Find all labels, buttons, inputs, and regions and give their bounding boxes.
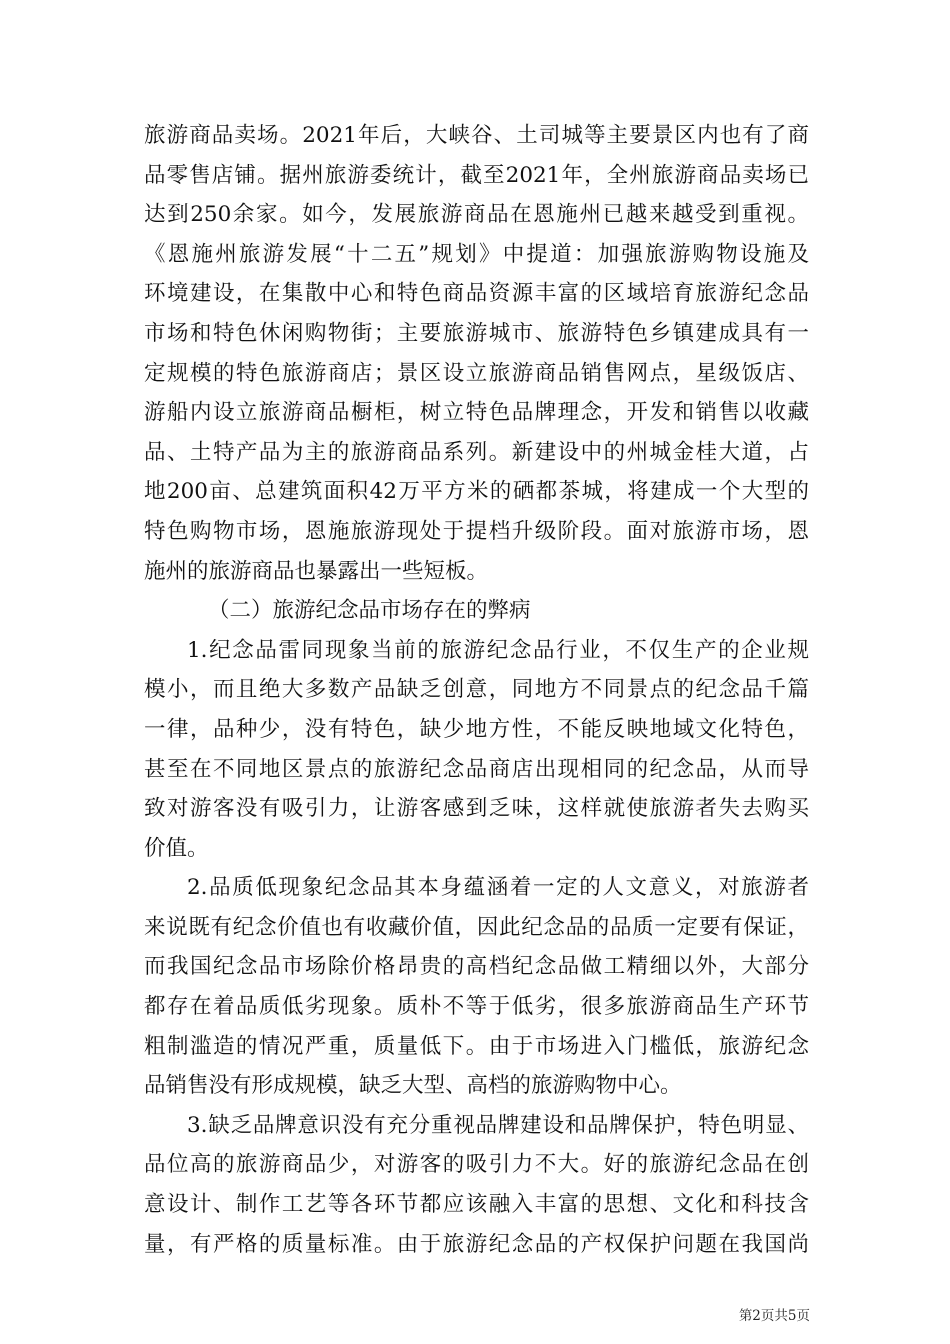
text-line: 2.品质低现象纪念品其本身蕴涵着一定的人文意义，对旅游者 — [187, 875, 809, 901]
text-line: 价值。 — [144, 835, 209, 861]
text-line: 特色购物市场，恩施旅游现处于提档升级阶段。面对旅游市场，恩 — [144, 518, 809, 544]
text-line: 《恩施州旅游发展“十二五”规划》中提道：加强旅游购物设施及 — [144, 241, 809, 267]
text-line: 致对游客没有吸引力，让游客感到乏味，这样就使旅游者失去购买 — [144, 796, 809, 822]
text-line: 旅游商品卖场。2021年后，大峡谷、土司城等主要景区内也有了商 — [144, 123, 809, 148]
text-line: 3.缺乏品牌意识没有充分重视品牌建设和品牌保护，特色明显、 — [187, 1112, 809, 1138]
text-line: 达到250余家。如今，发展旅游商品在恩施州已越来越受到重视。 — [144, 202, 809, 228]
text-line: 游船内设立旅游商品橱柜，树立特色品牌理念，开发和销售以收藏 — [144, 400, 809, 426]
text-line: 施州的旅游商品也暴露出一些短板。 — [144, 558, 489, 584]
text-line: 粗制滥造的情况严重，质量低下。由于市场进入门槛低，旅游纪念 — [144, 1033, 809, 1059]
text-line: 而我国纪念品市场除价格昂贵的高档纪念品做工精细以外，大部分 — [144, 954, 809, 980]
text-line: 环境建设，在集散中心和特色商品资源丰富的区域培育旅游纪念品 — [144, 281, 809, 307]
text-line: 甚至在不同地区景点的旅游纪念品商店出现相同的纪念品，从而导 — [144, 756, 809, 782]
page-number: 第2页共5页 — [738, 1308, 810, 1324]
text-line: 品零售店铺。据州旅游委统计，截至2021年，全州旅游商品卖场已 — [144, 162, 809, 188]
text-line: 定规模的特色旅游商店；景区设立旅游商品销售网点，星级饭店、 — [144, 360, 809, 386]
text-line: 模小，而且绝大多数产品缺乏创意，同地方不同景点的纪念品千篇 — [144, 677, 809, 703]
body-text — [144, 116, 809, 1264]
text-line: 品销售没有形成规模，缺乏大型、高档的旅游购物中心。 — [144, 1073, 682, 1099]
text-line: 市场和特色休闲购物街；主要旅游城市、旅游特色乡镇建成具有一 — [144, 320, 809, 346]
text-line: 品、土特产品为主的旅游商品系列。新建设中的州城金桂大道，占 — [144, 439, 809, 465]
text-line: 量，有严格的质量标准。由于旅游纪念品的产权保护问题在我国尚 — [144, 1231, 809, 1257]
text-line: 地200亩、总建筑面积42万平方米的硒都茶城，将建成一个大型的 — [144, 479, 809, 505]
text-line: 都存在着品质低劣现象。质朴不等于低劣，很多旅游商品生产环节 — [144, 994, 809, 1020]
text-line: 一律，品种少，没有特色，缺少地方性，不能反映地域文化特色， — [144, 716, 809, 742]
text-line: 1.纪念品雷同现象当前的旅游纪念品行业，不仅生产的企业规 — [187, 637, 809, 663]
text-line: 意设计、制作工艺等各环节都应该融入丰富的思想、文化和科技含 — [144, 1192, 809, 1218]
text-line: 来说既有纪念价值也有收藏价值，因此纪念品的品质一定要有保证， — [144, 914, 809, 940]
text-line: 品位高的旅游商品少，对游客的吸引力不大。好的旅游纪念品在创 — [144, 1152, 809, 1178]
section-heading: （二）旅游纪念品市场存在的弊病 — [208, 598, 531, 624]
